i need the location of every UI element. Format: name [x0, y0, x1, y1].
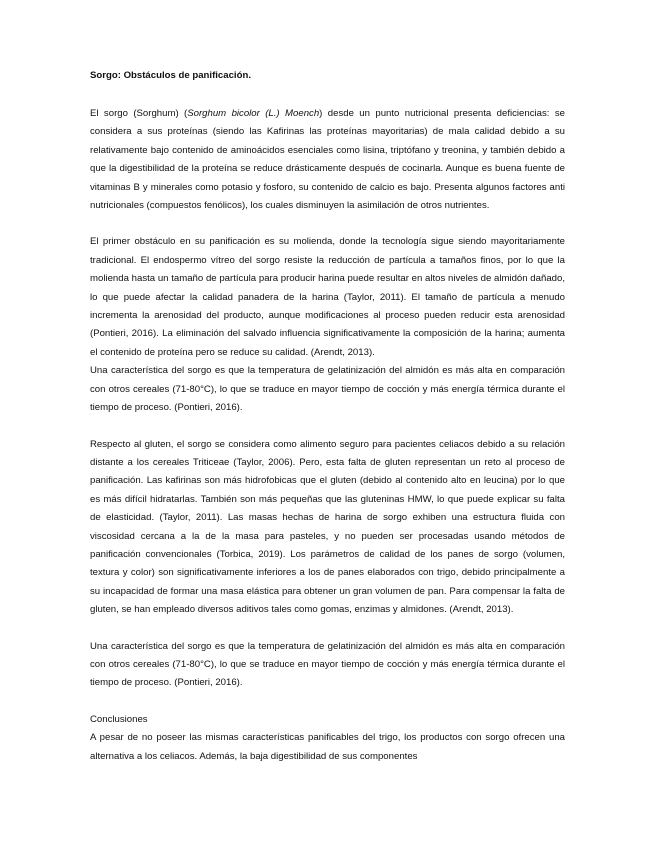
intro-text-start: El sorgo (Sorghum) ( [90, 108, 188, 119]
conclusions-paragraph: A pesar de no poseer las mismas características panificables del trigo, los productos con sorgo ofrecen una alternativa a los celiacos. Además, la baja digestibilidad de sus componentes [90, 732, 565, 762]
milling-paragraph: El primer obstáculo en su panificación es su molienda, donde la tecnología sigue siendo mayoritariamente tradicional. El endospermo vítreo del sorgo resiste la reducción de partícula a tamaños finos, por lo que la molienda hasta un tamaño de partícula para producir harina puede resultar en altos niveles de almidón dañado, lo que puede afectar la calidad panadera de la harina (Taylor, 2011). El tamaño de partícula a menudo incrementa la arenosidad del producto, aunque modificaciones al proceso pueden reducir esta arenosidad (Pontieri, 2016). La eliminación del salvado influencia significativamente la composición de la harina; aumenta el contenido de proteína pero se reduce su calidad. (Arendt, 2013). [90, 236, 565, 358]
gelatinization-paragraph-1: Una característica del sorgo es que la temperatura de gelatinización del almidón es más alta en comparación con otros cereales (71-80°C), lo que se traduce en mayor tiempo de cocción y más energía térmica durante el tiempo de proceso. (Pontieri, 2016). [90, 365, 565, 414]
intro-paragraph [90, 105, 565, 215]
document-title: Sorgo: Obstáculos de panificación. [90, 70, 251, 81]
gelatinization-paragraph-2: Una característica del sorgo es que la temperatura de gelatinización del almidón es más alta en comparación con otros cereales (71-80°C), lo que se traduce en mayor tiempo de cocción y más energía térmica durante el tiempo de proceso. (Pontieri, 2016). [90, 640, 565, 689]
species-name: Sorghum bicolor (L.) Moench [187, 108, 320, 119]
gluten-paragraph: Respecto al gluten, el sorgo se considera como alimento seguro para pacientes celiacos debido a su relación distante a los cereales Triticeae (Taylor, 2006). Pero, esta falta de gluten representan un reto al proceso de panificación. Las kafirinas son más hidrofobicas que el gluten (debido al contenido alto en leucina) por lo que es más difícil hidratarlas. También son más pequeñas que las gluteninas HMW, lo que puede explicar su falta de elasticidad. (Taylor, 2011). Las masas hechas de harina de sorgo exhiben una estructura fluida con viscosidad cercana a la de la masa para pasteles, y no pueden ser procesadas usando métodos de panificación convencionales (Torbica, 2019). Los parámetros de calidad de los panes de sorgo (volumen, textura y color) son significativamente inferiores a los de panes elaborados con trigo, debido principalmente a su incapacidad de formar una masa elástica para obtener un gran volumen de pan. Para compensar la falta de gluten, se han empleado diversos aditivos tales como gomas, enzimas y almidones. (Arendt, 2013). [90, 438, 565, 616]
intro-text-rest: ) desde un punto nutricional presenta deficiencias: se considera a sus proteínas (siendo las Kafirinas las proteínas mayoritarias) de mala calidad debido a su relativamente bajo contenido de aminoácidos esenciales como lisina, triptófano y treonina, y también debido a que la digestibilidad de la proteína se reduce drásticamente después de cocinarla. Aunque es buena fuente de vitaminas B y minerales como potasio y fosforo, su contenido de calcio es bajo. Presenta algunos factores anti nutricionales (compuestos fenólicos), los cuales disminuyen la asimilación de otros nutrientes. [90, 108, 565, 212]
conclusions-heading: Conclusiones [90, 713, 148, 725]
